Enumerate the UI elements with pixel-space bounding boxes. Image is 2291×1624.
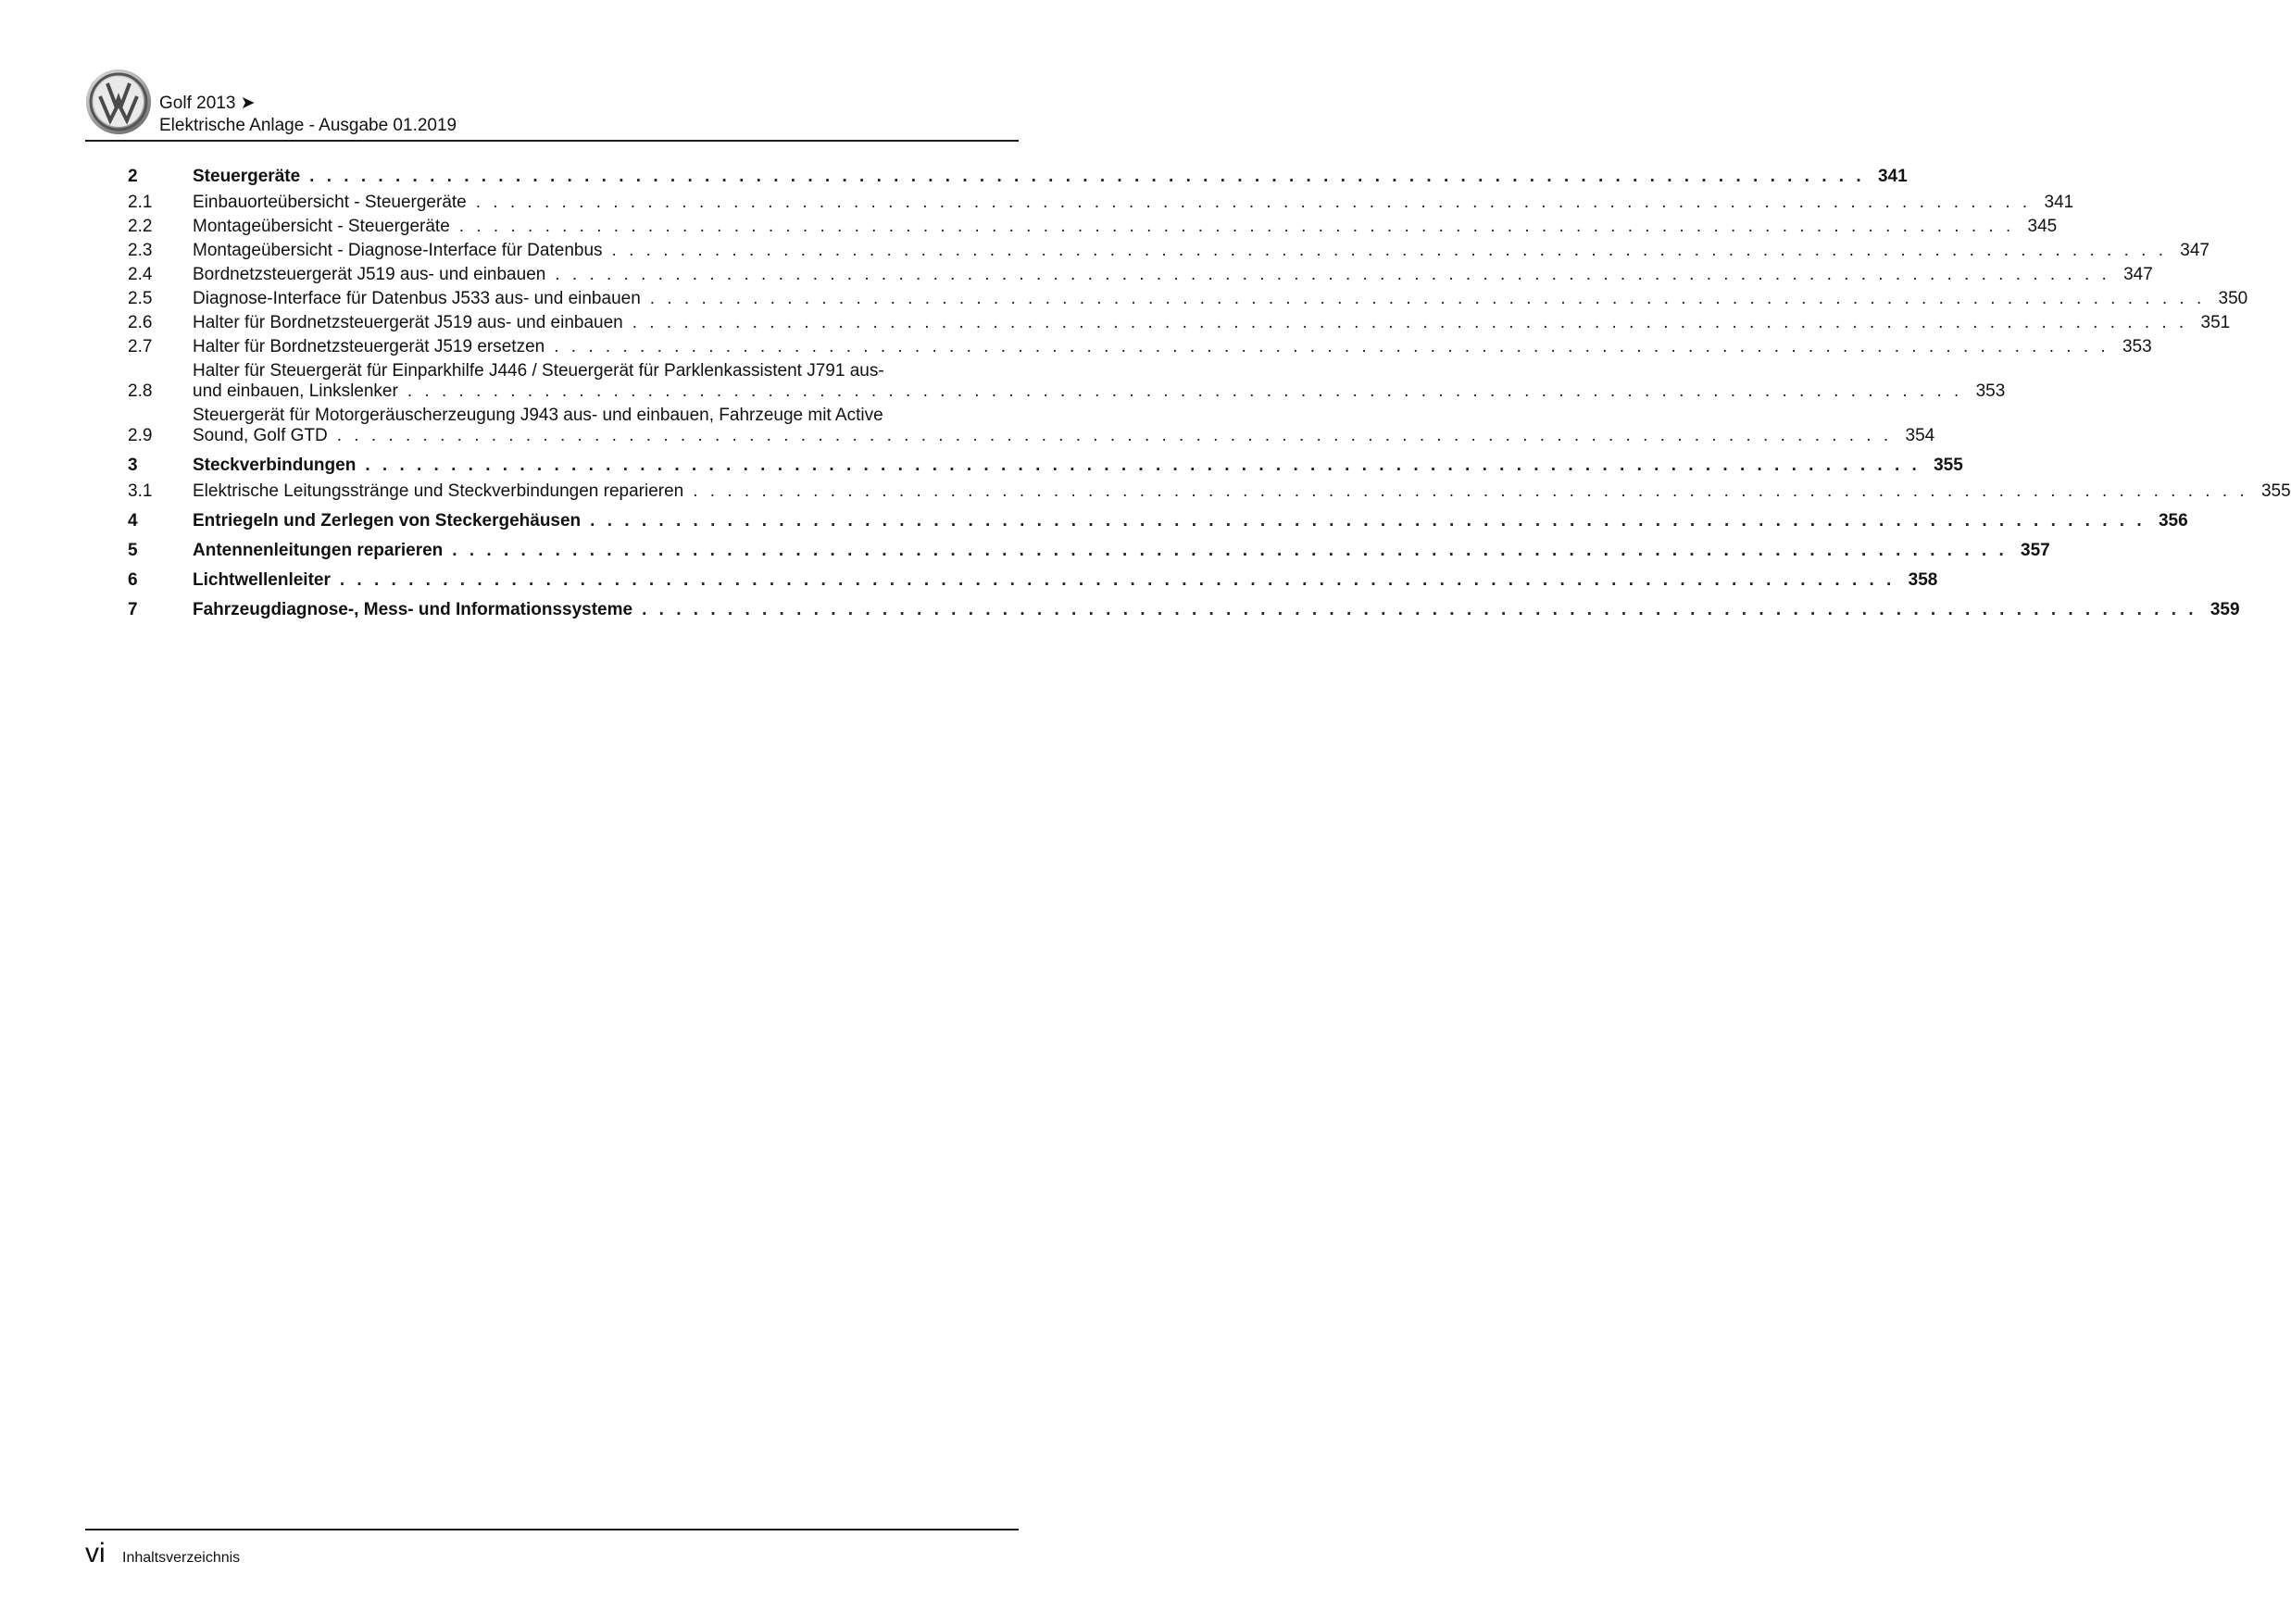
- toc-entry-label: Antennenleitungen reparieren: [193, 541, 444, 560]
- toc-entry-number: 5: [128, 541, 138, 560]
- toc-entry-label: Sound, Golf GTD: [193, 426, 328, 445]
- toc-dot-leader: [612, 241, 2167, 261]
- toc-entry[interactable]: [128, 570, 1938, 591]
- toc-entry-page: 355: [2260, 481, 2291, 501]
- toc-entry[interactable]: [128, 313, 2231, 333]
- toc-dot-leader: [554, 337, 2109, 357]
- table-of-contents: [128, 167, 2291, 626]
- toc-entry-page: 358: [1908, 570, 1938, 590]
- toc-entry-number: 3: [128, 456, 138, 475]
- toc-dot-leader: [476, 193, 2031, 213]
- toc-entry-label: Fahrzeugdiagnose-, Mess- und Informationssysteme: [193, 600, 633, 619]
- toc-entry-label: Halter für Bordnetzsteuergerät J519 aus- und einbauen: [193, 313, 623, 332]
- toc-entry[interactable]: [128, 167, 1908, 187]
- toc-entry-label: Montageübersicht - Steuergeräte: [193, 217, 450, 236]
- toc-entry-label: Steckverbindungen: [193, 456, 357, 475]
- toc-dot-leader: [309, 167, 1864, 187]
- toc-entry[interactable]: [128, 406, 1935, 446]
- toc-entry-label: Elektrische Leitungsstränge und Steckverbindungen reparieren: [193, 481, 684, 501]
- toc-entry-label: Einbauorteübersicht - Steuergeräte: [193, 193, 467, 212]
- header-model: Golf 2013 ➤: [159, 94, 256, 113]
- toc-entry-page: 341: [1877, 167, 1908, 186]
- toc-entry[interactable]: [128, 289, 2248, 309]
- toc-entry-number: 7: [128, 600, 138, 619]
- toc-entry[interactable]: [128, 456, 1963, 476]
- toc-dot-leader: [642, 600, 2197, 620]
- header-edition: Elektrische Anlage - Ausgabe 01.2019: [159, 116, 457, 135]
- page-header: [85, 67, 1019, 142]
- toc-entry-number: 2.2: [128, 217, 153, 236]
- toc-entry-label: und einbauen, Linkslenker: [193, 381, 398, 401]
- toc-dot-leader: [340, 570, 1895, 591]
- toc-dot-leader: [693, 481, 2247, 502]
- toc-entry-number: 2.7: [128, 337, 153, 356]
- toc-entry[interactable]: [128, 241, 2210, 261]
- toc-entry-number: 2.9: [128, 426, 153, 445]
- toc-entry-number: 2.5: [128, 289, 153, 308]
- toc-entry-page: 345: [2027, 217, 2058, 236]
- toc-dot-leader: [452, 541, 2007, 561]
- vw-logo-icon: [85, 69, 152, 135]
- toc-entry-number: 2.1: [128, 193, 153, 212]
- toc-entry[interactable]: [128, 265, 2153, 285]
- toc-entry-label: Halter für Bordnetzsteuergerät J519 ersetzen: [193, 337, 545, 356]
- toc-entry-label: Lichtwellenleiter: [193, 570, 331, 590]
- toc-dot-leader: [407, 381, 1962, 402]
- toc-entry[interactable]: [128, 511, 2188, 531]
- footer-section-title: Inhaltsverzeichnis: [122, 1550, 241, 1566]
- toc-entry-label-line1: Steuergerät für Motorgeräuscherzeugung J943 aus- und einbauen, Fahrzeuge mit Active: [193, 406, 883, 425]
- toc-entry-page: 355: [1934, 456, 1963, 475]
- toc-entry-number: 3.1: [128, 481, 153, 501]
- toc-entry-number: 2: [128, 167, 138, 186]
- toc-entry[interactable]: [128, 193, 2074, 213]
- toc-entry-page: 359: [2210, 600, 2240, 619]
- toc-entry-page: 356: [2158, 511, 2188, 531]
- toc-entry-number: 2.8: [128, 381, 153, 401]
- toc-entry-page: 351: [2200, 313, 2231, 332]
- toc-entry-page: 353: [2122, 337, 2152, 356]
- toc-entry-page: 347: [2123, 265, 2153, 284]
- toc-entry-page: 354: [1905, 426, 1935, 445]
- toc-dot-leader: [365, 456, 1920, 476]
- toc-entry[interactable]: [128, 481, 2291, 502]
- toc-entry[interactable]: [128, 600, 2240, 620]
- toc-entry-label: Steuergeräte: [193, 167, 301, 186]
- footer-page-number: vi: [85, 1538, 106, 1568]
- toc-entry-page: 353: [1975, 381, 2006, 401]
- toc-entry-number: 2.3: [128, 241, 153, 260]
- toc-entry-label: Bordnetzsteuergerät J519 aus- und einbauen: [193, 265, 546, 284]
- toc-dot-leader: [650, 289, 2205, 309]
- toc-entry-label: Diagnose-Interface für Datenbus J533 aus- und einbauen: [193, 289, 641, 308]
- toc-entry[interactable]: [128, 337, 2152, 357]
- toc-dot-leader: [459, 217, 2014, 237]
- toc-entry-label: Montageübersicht - Diagnose-Interface für Datenbus: [193, 241, 603, 260]
- toc-entry-page: 350: [2218, 289, 2248, 308]
- page-footer: [85, 1529, 1019, 1568]
- toc-entry[interactable]: [128, 217, 2058, 237]
- toc-entry-number: 4: [128, 511, 138, 531]
- toc-entry-page: 357: [2021, 541, 2050, 560]
- toc-entry-page: 347: [2180, 241, 2210, 260]
- toc-entry[interactable]: [128, 361, 2006, 402]
- toc-dot-leader: [632, 313, 2187, 333]
- toc-entry-number: 2.4: [128, 265, 153, 284]
- toc-entry[interactable]: [128, 541, 2050, 561]
- toc-dot-leader: [337, 426, 1892, 446]
- toc-entry-page: 341: [2044, 193, 2074, 212]
- toc-dot-leader: [555, 265, 2109, 285]
- toc-entry-label-line1: Halter für Steuergerät für Einparkhilfe J446 / Steuergerät für Parklenkassistent J791 aus-: [193, 361, 884, 381]
- toc-entry-number: 6: [128, 570, 138, 590]
- toc-entry-label: Entriegeln und Zerlegen von Steckergehäusen: [193, 511, 582, 531]
- toc-dot-leader: [590, 511, 2145, 531]
- toc-entry-number: 2.6: [128, 313, 153, 332]
